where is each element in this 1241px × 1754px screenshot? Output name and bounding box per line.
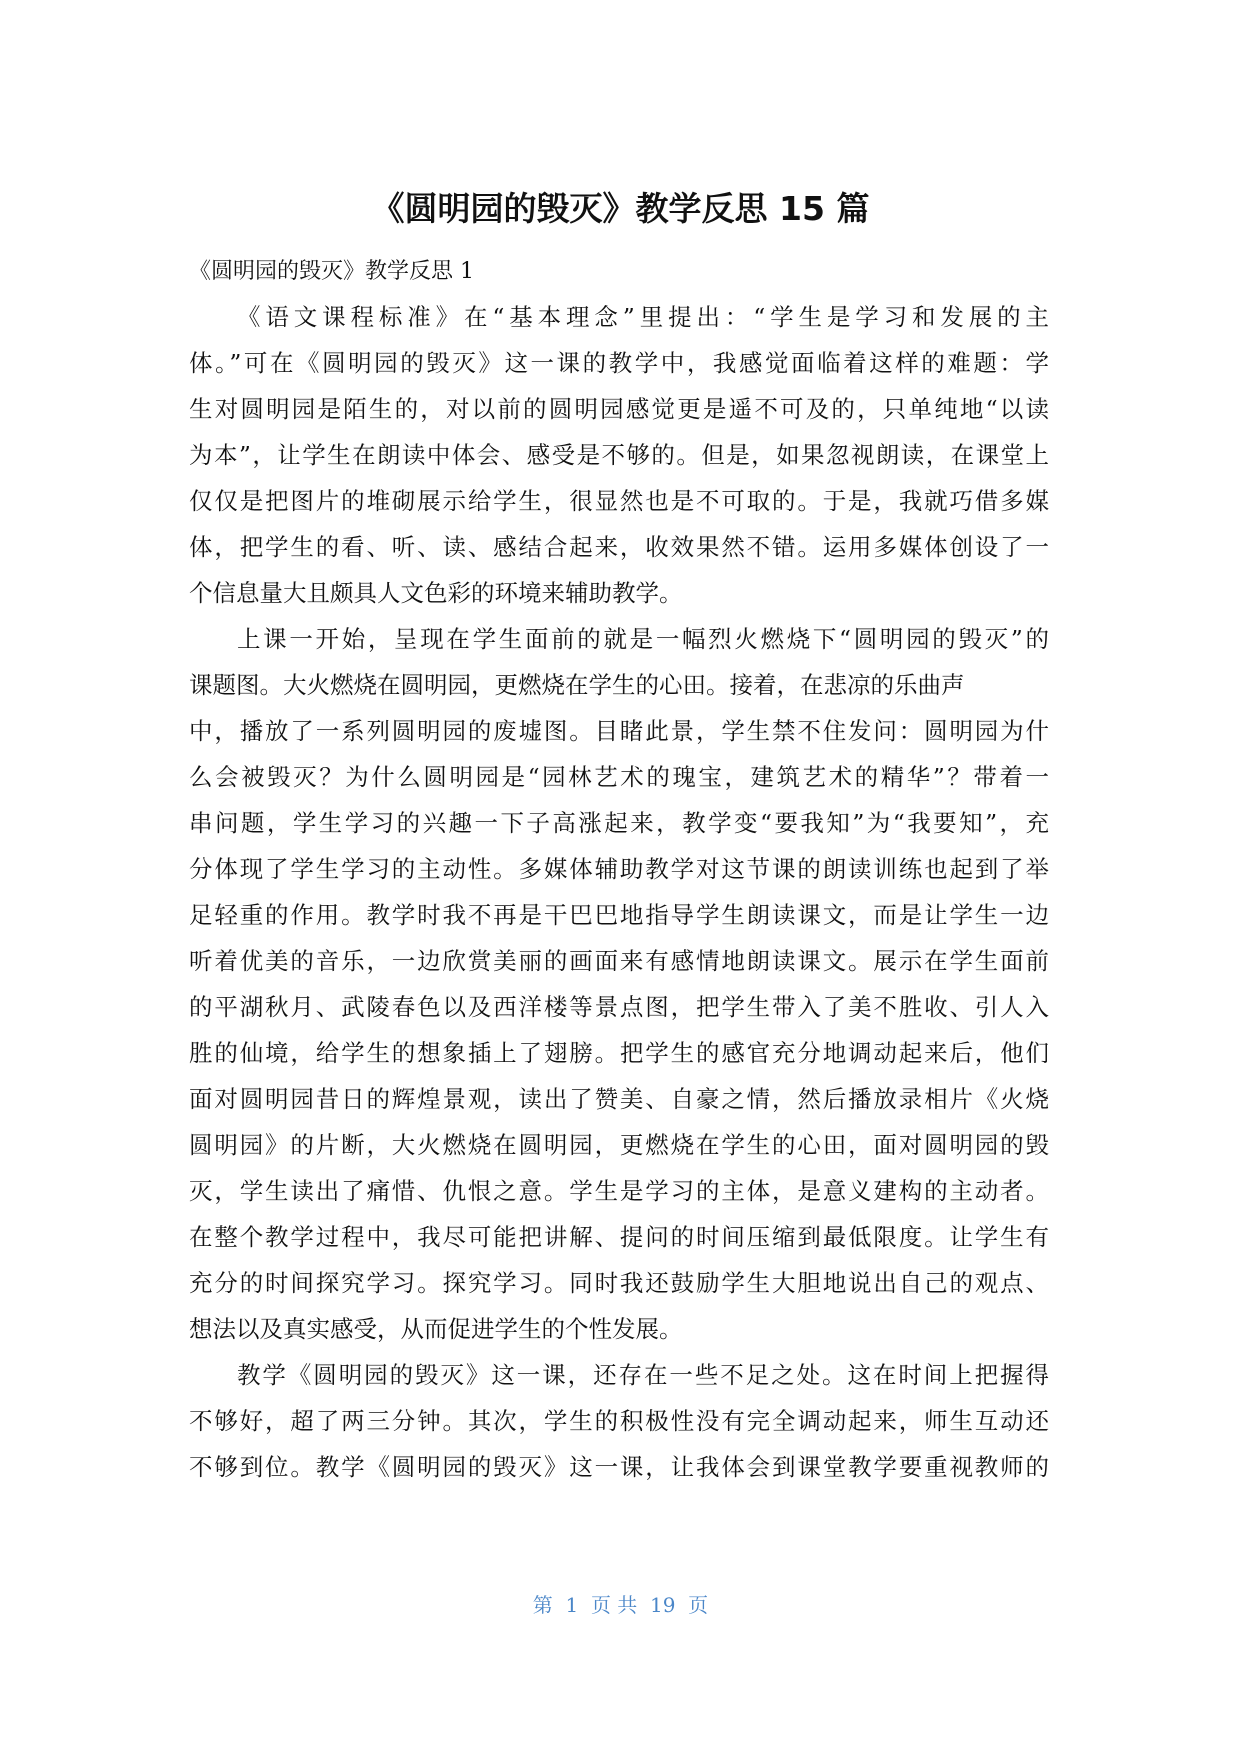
body-line: 仅仅是把图片的堆砌展示给学生，很显然也是不可取的。于是，我就巧借多媒 bbox=[189, 487, 1049, 515]
body-line: 教学《圆明园的毁灭》这一课，还存在一些不足之处。这在时间上把握得 bbox=[237, 1361, 1049, 1389]
body-line: 上课一开始，呈现在学生面前的就是一幅烈火燃烧下“圆明园的毁灭”的 bbox=[237, 625, 1049, 653]
body-line: 课题图。大火燃烧在圆明园，更燃烧在学生的心田。接着，在悲凉的乐曲声 bbox=[189, 671, 965, 699]
body-line: 在整个教学过程中，我尽可能把讲解、提问的时间压缩到最低限度。让学生有 bbox=[189, 1223, 1049, 1251]
body-line: 圆明园》的片断，大火燃烧在圆明园，更燃烧在学生的心田，面对圆明园的毁 bbox=[189, 1131, 1049, 1159]
body-line: 不够好，超了两三分钟。其次，学生的积极性没有完全调动起来，师生互动还 bbox=[189, 1407, 1049, 1435]
document-title: 《圆明园的毁灭》教学反思 15 篇 bbox=[371, 189, 870, 228]
body-line: 足轻重的作用。教学时我不再是干巴巴地指导学生朗读课文，而是让学生一边 bbox=[189, 901, 1049, 929]
body-line: 充分的时间探究学习。探究学习。同时我还鼓励学生大胆地说出自己的观点、 bbox=[189, 1269, 1049, 1297]
body-line: 胜的仙境，给学生的想象插上了翅膀。把学生的感官充分地调动起来后，他们 bbox=[189, 1039, 1049, 1067]
body-line: 的平湖秋月、武陵春色以及西洋楼等景点图，把学生带入了美不胜收、引人入 bbox=[189, 993, 1049, 1021]
body-line: 灭，学生读出了痛惜、仇恨之意。学生是学习的主体，是意义建构的主动者。 bbox=[189, 1177, 1049, 1205]
body-line: 串问题，学生学习的兴趣一下子高涨起来，教学变“要我知”为“我要知”，充 bbox=[189, 809, 1049, 837]
body-line: 为本”，让学生在朗读中体会、感受是不够的。但是，如果忽视朗读，在课堂上 bbox=[189, 441, 1049, 469]
body-line: 面对圆明园昔日的辉煌景观，读出了赞美、自豪之情，然后播放录相片《火烧 bbox=[189, 1085, 1049, 1113]
body-line: 生对圆明园是陌生的，对以前的圆明园感觉更是遥不可及的，只单纯地“以读 bbox=[189, 395, 1049, 423]
body-line: 个信息量大且颇具人文色彩的环境来辅助教学。 bbox=[189, 579, 683, 607]
section-heading: 《圆明园的毁灭》教学反思 1 bbox=[189, 259, 474, 284]
body-line: 体。”可在《圆明园的毁灭》这一课的教学中，我感觉面临着这样的难题：学 bbox=[189, 349, 1049, 377]
body-line: 中，播放了一系列圆明园的废墟图。目睹此景，学生禁不住发问：圆明园为什 bbox=[189, 717, 1049, 745]
body-line: 《语文课程标准》在“基本理念”里提出：“学生是学习和发展的主 bbox=[237, 303, 1049, 331]
page-number-footer: 第 1 页 共 19 页 bbox=[532, 1593, 709, 1617]
body-line: 分体现了学生学习的主动性。多媒体辅助教学对这节课的朗读训练也起到了举 bbox=[189, 855, 1049, 883]
body-line: 么会被毁灭？为什么圆明园是“园林艺术的瑰宝，建筑艺术的精华”？带着一 bbox=[189, 763, 1049, 791]
body-line: 不够到位。教学《圆明园的毁灭》这一课，让我体会到课堂教学要重视教师的 bbox=[189, 1453, 1049, 1481]
body-line: 听着优美的音乐，一边欣赏美丽的画面来有感情地朗读课文。展示在学生面前 bbox=[189, 947, 1049, 975]
body-line: 想法以及真实感受，从而促进学生的个性发展。 bbox=[189, 1315, 683, 1343]
body-line: 体，把学生的看、听、读、感结合起来，收效果然不错。运用多媒体创设了一 bbox=[189, 533, 1049, 561]
